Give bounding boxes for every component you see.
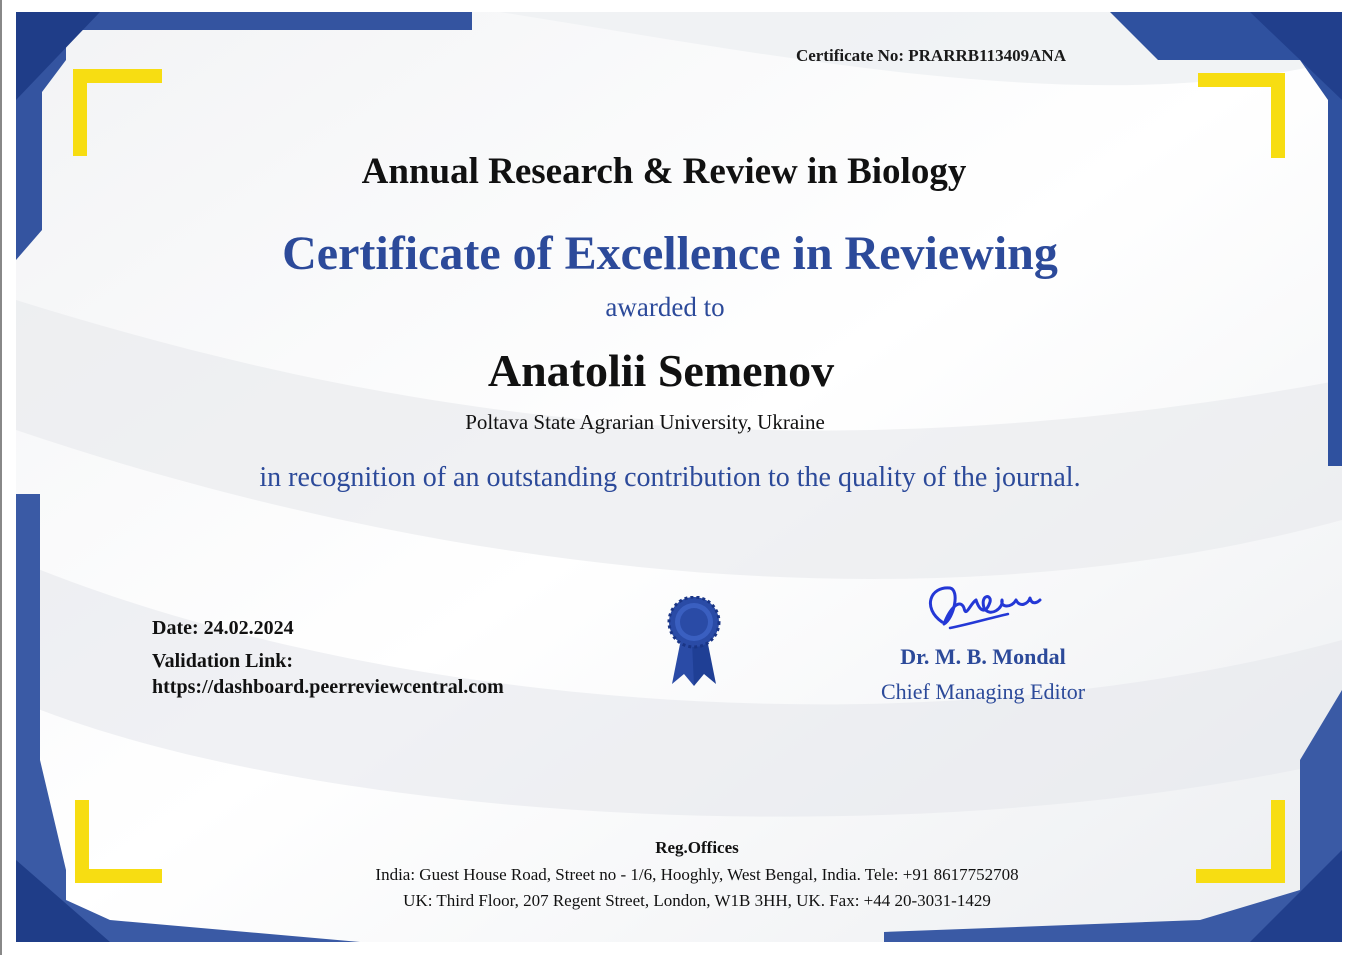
award-ribbon-icon xyxy=(664,596,724,688)
recipient-name: Anatolii Semenov xyxy=(487,345,835,396)
journal-title: Annual Research & Review in Biology xyxy=(361,151,967,192)
certificate-number-label: Certificate No: xyxy=(795,46,905,65)
awarded-to-text: awarded to xyxy=(605,292,725,322)
certificate-headline: Certificate of Excellence in Reviewing xyxy=(282,227,1058,280)
signatory-title: Chief Managing Editor xyxy=(880,679,1086,704)
signature-image xyxy=(920,578,1050,638)
date-value: 24.02.2024 xyxy=(203,617,294,639)
offices-heading: Reg.Offices xyxy=(655,838,739,857)
issue-date xyxy=(152,617,294,640)
recipient-affiliation: Poltava State Agrarian University, Ukraine xyxy=(465,410,825,434)
certificate-number xyxy=(796,46,1066,66)
validation-label: Validation Link: xyxy=(152,650,293,672)
date-label: Date: xyxy=(152,617,199,639)
validation-link[interactable]: https://dashboard.peerreviewcentral.com xyxy=(152,676,504,698)
office-india-address: India: Guest House Road, Street no - 1/6, Hooghly, West Bengal, India. Tele: +91 8617752708 xyxy=(375,865,1019,884)
signatory-name: Dr. M. B. Mondal xyxy=(900,644,1066,669)
office-uk-address: UK: Third Floor, 207 Regent Street, London, W1B 3HH, UK. Fax: +44 20-3031-1429 xyxy=(403,891,991,910)
recognition-text: in recognition of an outstanding contribution to the quality of the journal. xyxy=(259,462,1081,493)
certificate-number-value: PRARRB113409ANA xyxy=(908,46,1066,65)
